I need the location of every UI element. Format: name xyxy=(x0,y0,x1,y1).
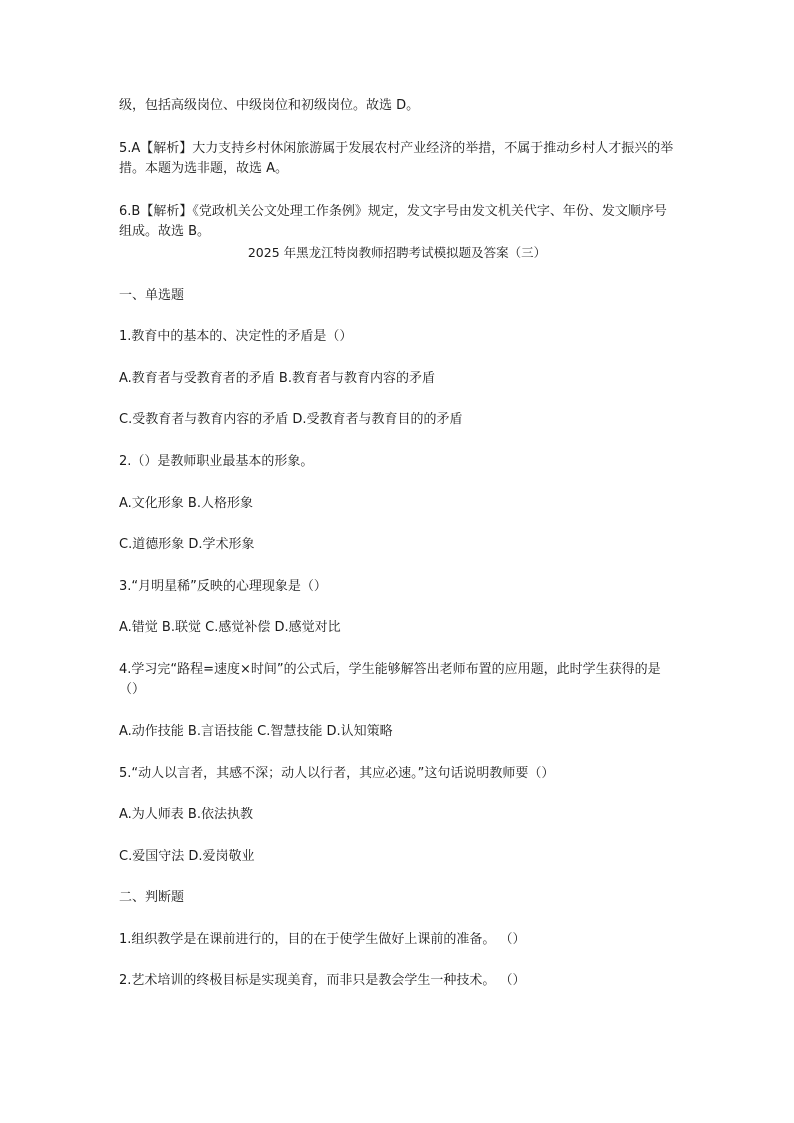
document-title: 2025 年黑龙江特岗教师招聘考试模拟题及答案（三） xyxy=(247,245,547,260)
prev-answer-continuation: 级，包括高级岗位、中级岗位和初级岗位。故选 D。 xyxy=(119,98,420,113)
section-heading-true-false: 二、判断题 xyxy=(119,890,185,905)
question-stem: 1.组织教学是在课前进行的，目的在于使学生做好上课前的准备。 （） xyxy=(119,932,526,947)
question-options: A.动作技能 B.言语技能 C.智慧技能 D.认知策略 xyxy=(119,724,393,739)
question-options: A.教育者与受教育者的矛盾 B.教育者与教育内容的矛盾 xyxy=(119,371,435,386)
question-stem: 2.艺术培训的终极目标是实现美育，而非只是教会学生一种技术。 （） xyxy=(119,973,526,988)
question-options: A.文化形象 B.人格形象 xyxy=(119,496,253,511)
question-stem: 5.“动人以言者，其感不深；动人以行者，其应必速。”这句话说明教师要（） xyxy=(119,766,555,781)
question-options: A.错觉 B.联觉 C.感觉补偿 D.感觉对比 xyxy=(119,620,341,635)
section-heading-single-choice: 一、单选题 xyxy=(119,288,185,303)
question-options: C.受教育者与教育内容的矛盾 D.受教育者与教育目的的矛盾 xyxy=(119,412,463,427)
question-stem: 4.学习完“路程=速度×时间”的公式后，学生能够解答出老师布置的应用题，此时学生获得的是（） xyxy=(119,662,661,697)
question-stem: 2.（）是教师职业最基本的形象。 xyxy=(119,454,314,469)
prev-answer-item-6: 6.B【解析】《党政机关公文处理工作条例》规定，发文字号由发文机关代字、年份、发文顺序号组成。故选 B。 xyxy=(119,204,667,239)
question-options: A.为人师表 B.依法执教 xyxy=(119,807,253,822)
question-stem: 3.“月明星稀”反映的心理现象是（） xyxy=(119,579,327,594)
question-stem: 1.教育中的基本的、决定性的矛盾是（） xyxy=(119,329,353,344)
prev-answer-item-5: 5.A【解析】大力支持乡村休闲旅游属于发展农村产业经济的举措，不属于推动乡村人才振兴的举措。本题为选非题，故选 A。 xyxy=(119,141,674,176)
question-options: C.爱国守法 D.爱岗敬业 xyxy=(119,849,255,864)
question-options: C.道德形象 D.学术形象 xyxy=(119,537,255,552)
